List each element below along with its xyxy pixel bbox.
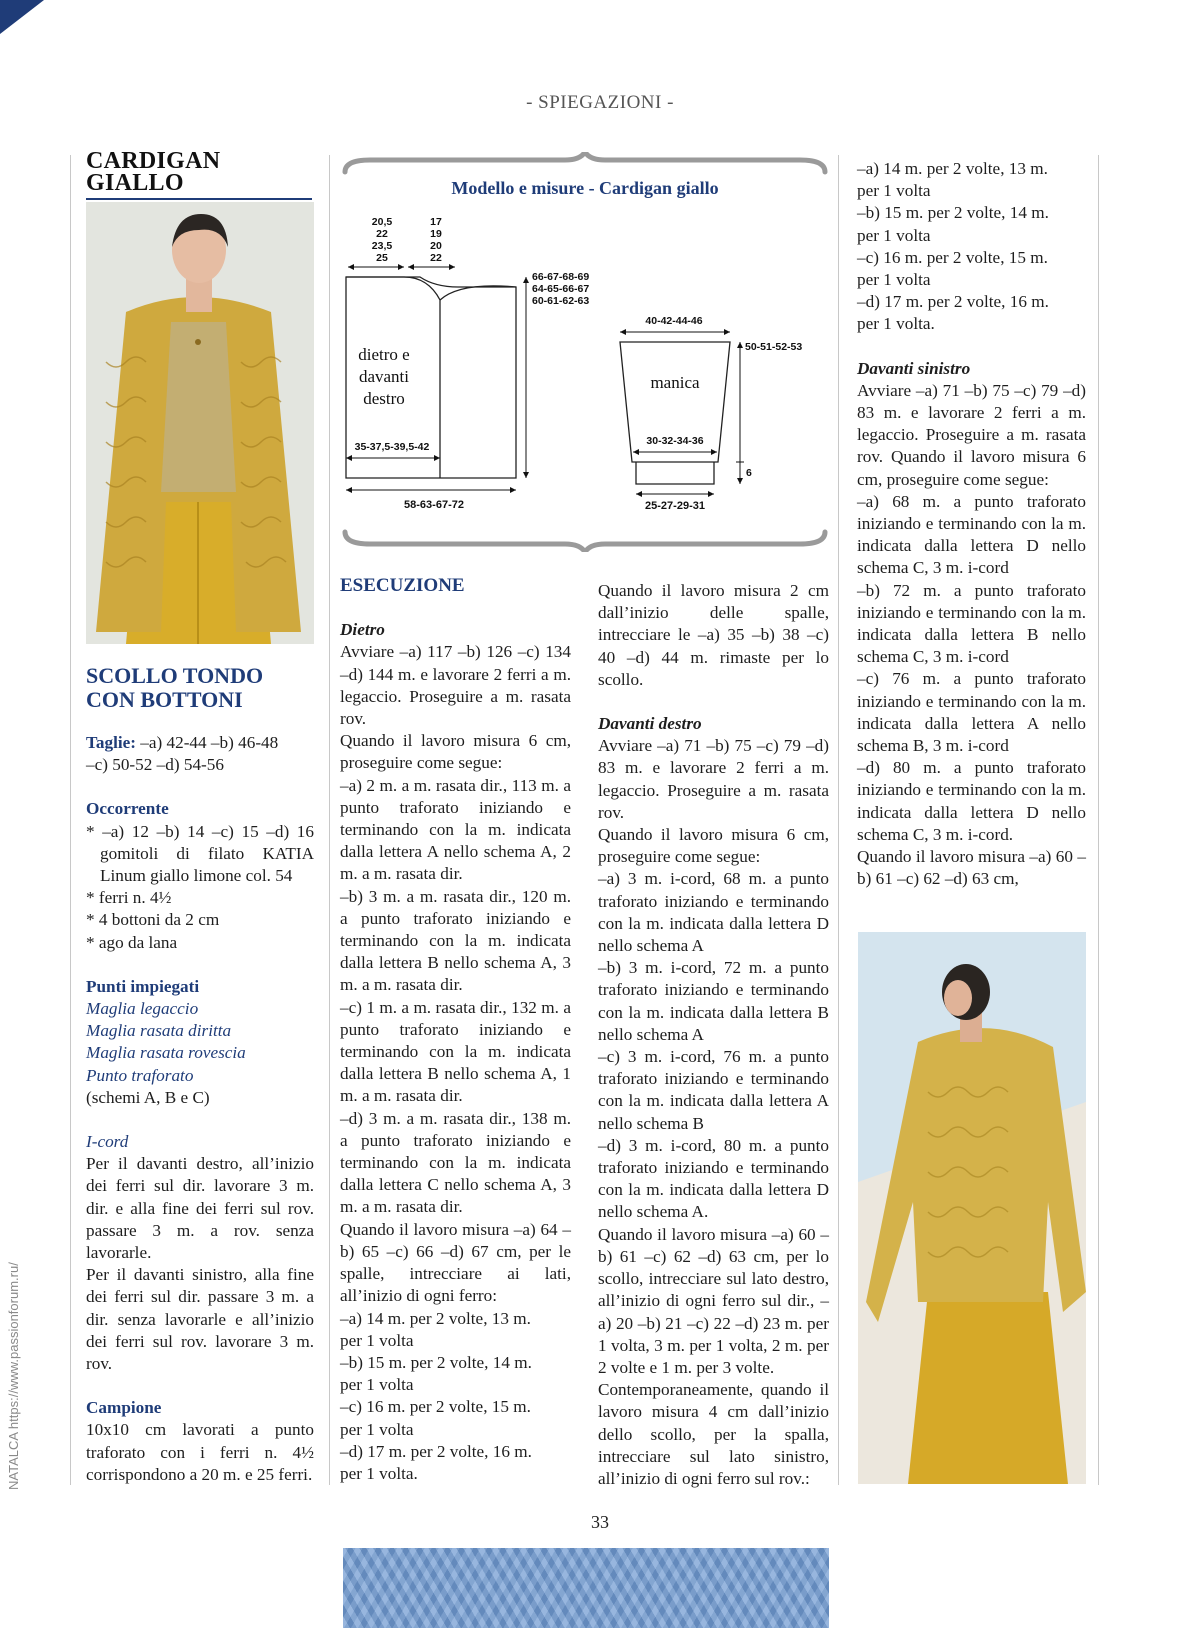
right-front-text: Avviare –a) 71 –b) 75 –c) 79 –d) 83 m. e lavorare 2 ferri a m. legaccio. Proseguire a m. rasata rov. <box>598 736 829 822</box>
body-width: 58-63-67-72 <box>404 499 464 511</box>
shoulder-step: –d) 17 m. per 2 volte, 16 m. <box>340 1441 532 1461</box>
left-front-heading: Davanti sinistro <box>857 358 971 378</box>
back-size-b: –b) 3 m. a m. rasata dir., 120 m. a punto traforato iniziando e terminando con la m. indicata dalla lettera B nello schema A, 3 m. a m. rasata dir. <box>340 886 571 995</box>
execution-heading: ESECUZIONE <box>340 575 465 596</box>
armhole-height: 64-65-66-67 <box>532 283 590 295</box>
measurements-diagram <box>340 152 830 557</box>
sizes: Taglie: –a) 42-44 –b) 46-48 –c) 50-52 –d) 54-56 <box>86 733 279 775</box>
material-item: * ago da lana <box>86 932 178 952</box>
subtitle: SCOLLO TONDO CON BOTTONI <box>86 663 264 712</box>
cuff-width: 25-27-29-31 <box>645 500 705 512</box>
shoulder-step: per 1 volta <box>340 1419 414 1439</box>
left-size-c: –c) 76 m. a punto traforato iniziando e terminando con la m. indicata dalla lettera A nello schema B, 3 m. i-cord <box>857 669 1086 756</box>
corner-decoration <box>0 0 44 34</box>
materials-heading: Occorrente <box>86 799 169 819</box>
watermark: NATALCA https://www.passionforum.ru/ <box>6 1262 21 1490</box>
shoulder-step: per 1 volta <box>340 1375 414 1395</box>
left-size-d: –d) 80 m. a punto traforato iniziando e terminando con la m. indicata dalla lettera D nello schema C, 3 m. i-cord. <box>857 758 1086 844</box>
right-size-b: –b) 3 m. i-cord, 72 m. a punto traforato iniziando e terminando con la m. indicata dalla lettera B nello schema A <box>598 958 829 1044</box>
right-shoulder: Contemporaneamente, quando il lavoro misura 4 cm dall’inizio dello scollo, per la spalla, intrecciare sul lato sinistro, all’inizio di ogni ferro sul rov.: <box>598 1380 829 1488</box>
column-2 <box>340 575 571 1485</box>
right-size-a: –a) 3 m. i-cord, 68 m. a punto traforato iniziando e terminando con la m. indicata dalla lettera D nello schema A <box>598 869 829 956</box>
column-rule <box>329 155 330 1485</box>
shoulder-step: per 1 volta. <box>857 314 935 334</box>
column-4 <box>857 158 1086 891</box>
left-front-text: Avviare –a) 71 –b) 75 –c) 79 –d) 83 m. e lavorare 2 ferri a m. legaccio. Proseguire a m. rasata rov. Quando il lavoro misura 6 cm, proseguire come segue: <box>857 380 1086 489</box>
shoulder-step: per 1 volta <box>857 181 931 201</box>
icord-text: Per il davanti sinistro, alla fine dei ferri sul dir. passare 3 m. a dir. senza lavorarle e all’inizio dei ferri sul rov. lavorare 3 m. rov. <box>86 1265 314 1374</box>
shoulder-step: –c) 16 m. per 2 volte, 15 m. <box>857 247 1048 267</box>
back-size-a: –a) 2 m. a m. rasata dir., 113 m. a punto traforato iniziando e terminando con la m. indicata dalla lettera A nello schema A, 2 m. a m. rasata dir. <box>340 775 571 884</box>
pattern-title: CARDIGAN GIALLO <box>86 150 312 200</box>
material-item: * –a) 12 –b) 14 –c) 15 –d) 16 gomitoli di filato KATIA Linum giallo limone col. 54 <box>86 821 314 886</box>
column-rule <box>1098 155 1099 1485</box>
neck-width: 19 <box>430 228 442 240</box>
body-inner-width: 35-37,5-39,5-42 <box>354 441 430 453</box>
column-3 <box>598 580 829 1490</box>
right-neck: Quando il lavoro misura –a) 60 –b) 61 –c) 62 –d) 63 cm, per lo scollo, intrecciare sul lato destro, all’inizio di ogni ferro sul dir., –a) 20 –b) 21 –c) 22 –d) 23 m. per 1 volta, 3 m. per 1 volta, 2 m. per 2 volte e 1 m. per 3 volte. <box>598 1224 829 1377</box>
stitches-note: (schemi A, B e C) <box>86 1087 210 1107</box>
icord-text: Per il davanti destro, all’inizio dei ferri sul dir. lavorare 3 m. dir. e alla fine dei ferri sul rov. passare 3 m. a rov. senza lavorarle. <box>86 1154 314 1263</box>
armhole-height: 60-61-62-63 <box>532 295 590 307</box>
right-front-heading: Davanti destro <box>598 714 702 734</box>
section-header: - SPIEGAZIONI - <box>526 92 674 113</box>
shoulder-step: –d) 17 m. per 2 volte, 16 m. <box>857 292 1049 312</box>
neck-width: 20 <box>430 240 442 252</box>
body-label: dietro e <box>358 345 410 364</box>
shoulder-step: –a) 14 m. per 2 volte, 13 m. <box>340 1308 531 1328</box>
material-item: * 4 bottoni da 2 cm <box>86 910 220 930</box>
model-photo-front <box>86 202 314 644</box>
right-size-c: –c) 3 m. i-cord, 76 m. a punto traforato iniziando e terminando con la m. indicata dalla lettera A nello schema B <box>598 1047 829 1133</box>
neck-text: Quando il lavoro misura 2 cm dall’inizio delle spalle, intrecciare le –a) 35 –b) 38 –c) 40 –d) 44 m. rimaste per lo scollo. <box>598 581 829 689</box>
icord-heading: I-cord <box>86 1132 129 1152</box>
back-size-d: –d) 3 m. a m. rasata dir., 138 m. a punto traforato iniziando e terminando con la m. indicata dalla lettera C nello schema A, 3 m. a m. rasata dir. <box>340 1108 571 1217</box>
shoulder-step: per 1 volta <box>340 1330 414 1350</box>
shoulder-width: 20,5 <box>371 216 393 228</box>
neck-width: 22 <box>430 252 442 264</box>
shoulder-width: 23,5 <box>371 240 393 252</box>
knit-texture-band <box>343 1548 829 1628</box>
shoulder-width: 25 <box>376 252 388 264</box>
stitches-heading: Punti impiegati <box>86 976 200 996</box>
shoulder-step: –b) 15 m. per 2 volte, 14 m. <box>857 203 1049 223</box>
gauge-heading: Campione <box>86 1398 162 1418</box>
stitch-item: Punto traforato <box>86 1065 194 1085</box>
material-item: * ferri n. 4½ <box>86 888 172 908</box>
model-photo-back <box>858 932 1086 1484</box>
sleeve-label: manica <box>650 373 700 392</box>
back-size-c: –c) 1 m. a m. rasata dir., 132 m. a punto traforato iniziando e terminando con la m. indicata dalla lettera B nello schema A, 1 m. a m. rasata dir. <box>340 997 571 1106</box>
sleeve-mid-width: 30-32-34-36 <box>646 435 704 447</box>
cuff-height: 6 <box>746 467 752 479</box>
column-1 <box>72 150 312 200</box>
shoulder-step: –b) 15 m. per 2 volte, 14 m. <box>340 1352 532 1372</box>
armhole-height: 66-67-68-69 <box>532 271 590 283</box>
right-size-d: –d) 3 m. i-cord, 80 m. a punto traforato iniziando e terminando con la m. indicata dalla lettera D nello schema A. <box>598 1135 829 1222</box>
back-text: Quando il lavoro misura 6 cm, proseguire come segue: <box>340 731 571 773</box>
stitch-item: Maglia rasata rovescia <box>86 1043 246 1063</box>
back-text: Avviare –a) 117 –b) 126 –c) 134 –d) 144 m. e lavorare 2 ferri a m. legaccio. Proseguire a m. rasata rov. <box>340 642 571 729</box>
shoulder-step: per 1 volta <box>857 225 931 245</box>
left-size-b: –b) 72 m. a punto traforato iniziando e terminando con la m. indicata dalla lettera B nello schema C, 3 m. i-cord <box>857 580 1086 667</box>
shoulder-step: per 1 volta. <box>340 1463 418 1483</box>
shoulder-step: per 1 volta <box>857 270 931 290</box>
left-size-a: –a) 68 m. a punto traforato iniziando e terminando con la m. indicata dalla lettera D nello schema C, 3 m. i-cord <box>857 491 1086 578</box>
sleeve-top-width: 40-42-44-46 <box>645 315 703 327</box>
column-rule <box>838 155 839 1485</box>
column-1-text <box>86 664 314 1486</box>
shoulder-step: –a) 14 m. per 2 volte, 13 m. <box>857 159 1048 178</box>
body-label: davanti <box>358 367 410 386</box>
shoulder-step: –c) 16 m. per 2 volte, 15 m. <box>340 1397 531 1417</box>
gauge-text: 10x10 cm lavorati a punto traforato con i ferri n. 4½ corrispondono a 20 m. e 25 ferri. <box>86 1420 314 1484</box>
right-front-text: Quando il lavoro misura 6 cm, proseguire come segue: <box>598 825 829 867</box>
body-label: destro <box>363 389 405 408</box>
back-heading: Dietro <box>340 620 385 640</box>
neck-width: 17 <box>430 216 442 228</box>
page-number: 33 <box>591 1512 609 1532</box>
left-end: Quando il lavoro misura –a) 60 –b) 61 –c) 62 –d) 63 cm, <box>857 847 1086 889</box>
stitch-item: Maglia rasata diritta <box>86 1021 232 1041</box>
diagram-title: Modello e misure - Cardigan giallo <box>451 178 719 198</box>
back-shoulder: Quando il lavoro misura –a) 64 –b) 65 –c) 66 –d) 67 cm, per le spalle, intrecciare ai lati, all’inizio di ogni ferro: <box>340 1219 571 1306</box>
column-rule <box>70 155 71 1485</box>
shoulder-width: 22 <box>376 228 388 240</box>
sleeve-height: 50-51-52-53 <box>745 341 803 353</box>
stitch-item: Maglia legaccio <box>86 999 199 1019</box>
